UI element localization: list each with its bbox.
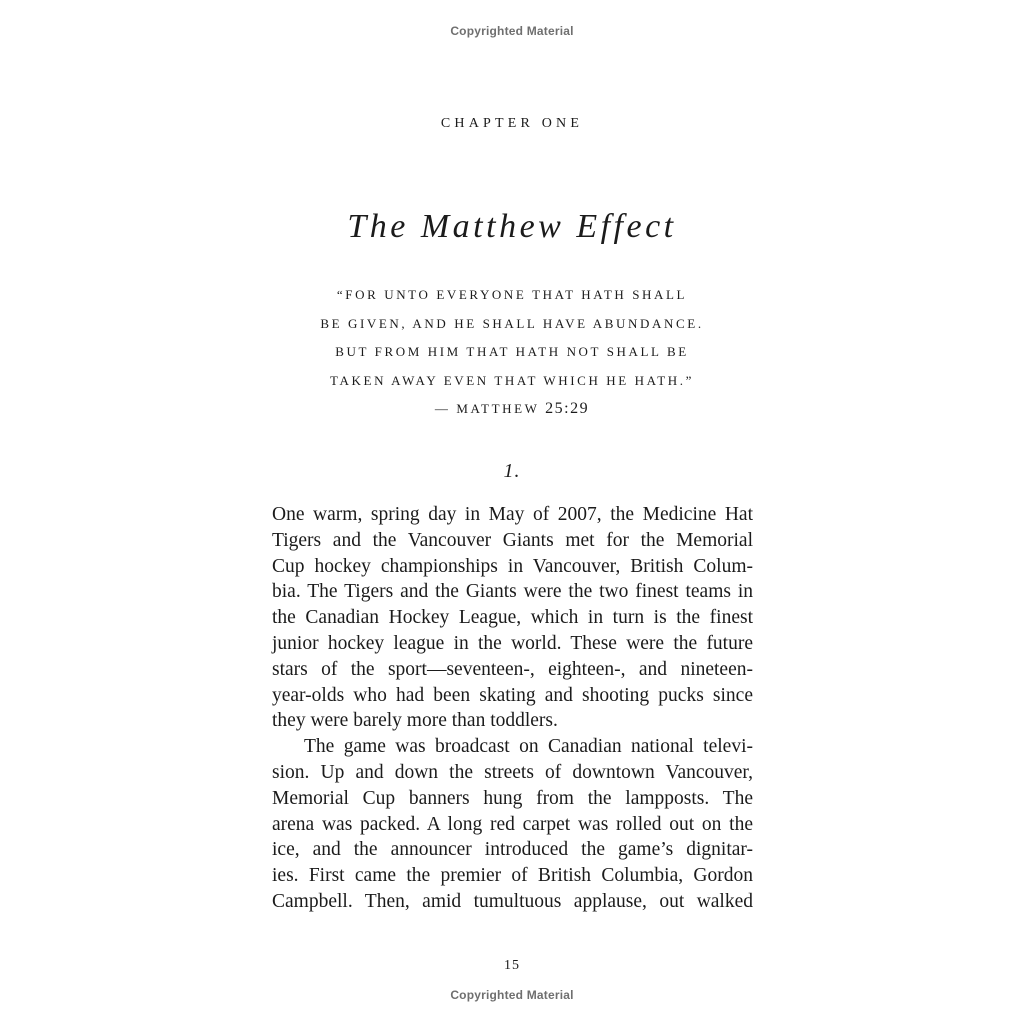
epigraph-line: “FOR UNTO EVERYONE THAT HATH SHALL — [336, 287, 688, 302]
epigraph-line: BUT FROM HIM THAT HATH NOT SHALL BE — [335, 344, 689, 359]
body-line: Campbell. Then, amid tumultuous applause, out walked — [272, 890, 753, 912]
body-line: arena was packed. A long red carpet was rolled out on the — [272, 813, 753, 835]
body-line: ice, and the announcer introduced the game’s dignitar- — [272, 839, 753, 861]
body-line: junior hockey league in the world. These were the future — [272, 632, 753, 654]
body-text — [272, 502, 753, 915]
body-line: they were barely more than toddlers. — [272, 710, 558, 732]
epigraph-attribution — [232, 395, 792, 424]
body-line: Tigers and the Vancouver Giants met for the Memorial — [272, 529, 753, 551]
body-line: Memorial Cup banners hung from the lampposts. The — [272, 787, 753, 809]
chapter-title: The Matthew Effect — [347, 208, 677, 245]
body-line: Cup hockey championships in Vancouver, British Colum- — [272, 555, 753, 577]
body-line: sion. Up and down the streets of downtown Vancouver, — [272, 761, 753, 783]
section-number: 1. — [503, 460, 521, 482]
body-line: One warm, spring day in May of 2007, the Medicine Hat — [272, 504, 753, 525]
body-line: stars of the sport—seventeen-, eighteen-, and nineteen- — [272, 658, 753, 680]
epigraph — [232, 281, 792, 424]
body-line: The game was broadcast on Canadian national televi- — [304, 736, 753, 758]
attribution-book: MATTHEW — [456, 401, 540, 416]
attribution-verse: 25:29 — [545, 400, 590, 417]
attribution-dash: — — [434, 401, 451, 416]
body-line: the Canadian Hockey League, which in turn is the finest — [272, 607, 753, 629]
copyright-watermark-top: Copyrighted Material — [450, 24, 574, 38]
chapter-label: CHAPTER ONE — [440, 116, 584, 131]
body-line: year-olds who had been skating and shooting pucks since — [272, 684, 753, 706]
body-line: ies. First came the premier of British Columbia, Gordon — [272, 865, 753, 887]
epigraph-line: BE GIVEN, AND HE SHALL HAVE ABUNDANCE. — [320, 315, 704, 331]
epigraph-line: TAKEN AWAY EVEN THAT WHICH HE HATH.” — [330, 372, 694, 388]
page-number: 15 — [504, 958, 520, 973]
body-line: bia. The Tigers and the Giants were the two finest teams in — [272, 581, 753, 603]
copyright-watermark-bottom: Copyrighted Material — [450, 988, 574, 1002]
